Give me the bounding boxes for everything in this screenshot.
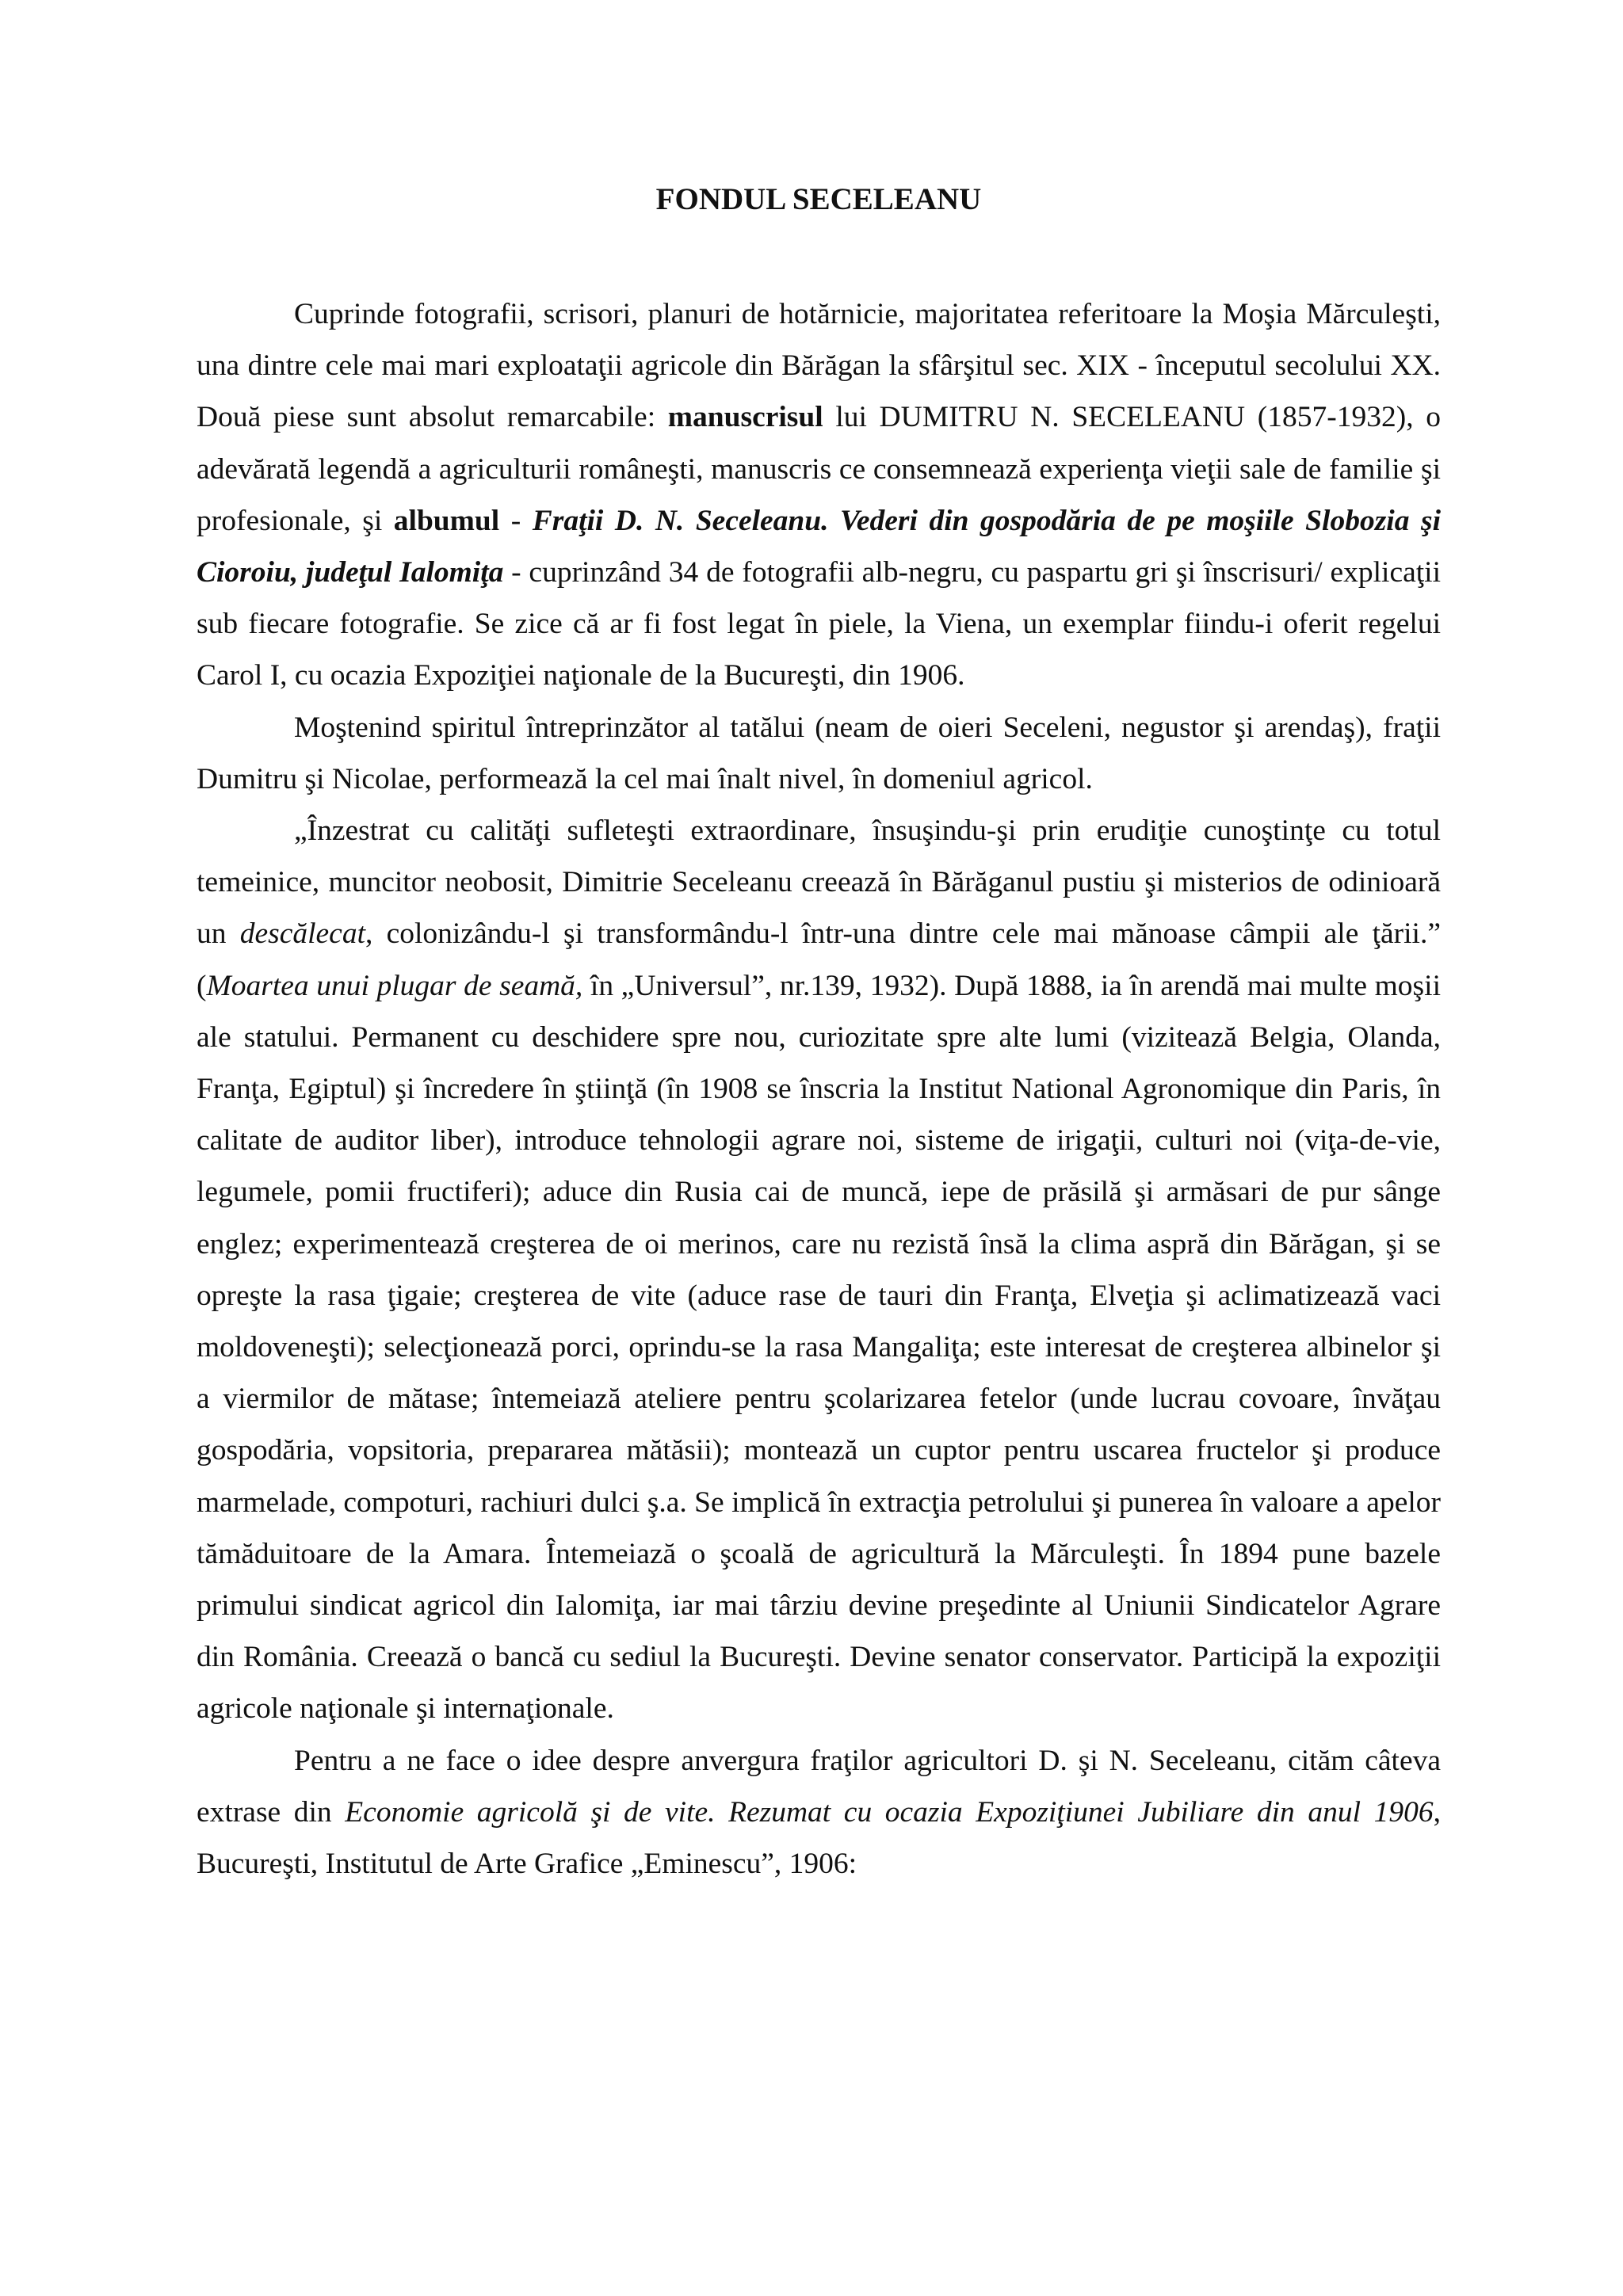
- paragraph-2: Moştenind spiritul întreprinzător al tatălui (neam de oieri Seceleni, negustor şi arendaş), fraţii Dumitru şi Nicolae, performează la cel mai înalt nivel, în domeniul agricol.: [197, 711, 1441, 795]
- document-page: [197, 179, 1441, 1890]
- p3-text-e: în „Universul”, nr.139, 1932). După 1888, ia în arendă mai multe moşii ale statului. Permanent cu deschidere spre nou, curiozitate spre alte lumi (vizitează Belgia, Olanda, Franţa, Egiptul) şi încredere în ştiinţă (în 1908 se înscria la Institut National Agronomique din Paris, în calitate de auditor liber), introduce tehnologii agrare noi, sisteme de irigaţii, culturi noi (viţa-de-vie, legumele, pomii fructiferi); aduce din Rusia cai de muncă, iepe de prăsilă şi armăsari de pur sânge englez; experimentează creşterea de oi merinos, care nu rezistă însă la clima aspră din Bărăgan, şi se opreşte la rasa ţigaie; creşterea de vite (aduce rase de tauri din Franţa, Elveţia şi aclimatizează vaci moldoveneşti); selecţionează porci, oprindu-se la rasa Mangaliţa; este interesat de creşterea albinelor şi a viermilor de mătase; întemeiază ateliere pentru şcolarizarea fetelor (unde lucrau covoare, învăţau gospodăria, vopsitoria, prepararea mătăsii); montează un cuptor pentru uscarea fructelor şi produce marmelade, compoturi, rachiuri dulci ş.a. Se implică în extracţia petrolului şi punerea în valoare a apelor tămăduitoare de la Amara. Întemeiază o şcoală de agricultură la Mărculeşti. În 1894 pune bazele primului sindicat agricol din Ialomiţa, iar mai târziu devine preşedinte al Uniunii Sindicatelor Agrare din România. Creează o bancă cu sediul la Bucureşti. Devine senator conservator. Participă la expoziţii agricole naţionale şi internaţionale.: [197, 969, 1441, 1726]
- paragraph-3: [197, 805, 1441, 1735]
- paragraph-4: [197, 1735, 1441, 1890]
- p1-album-title: Fraţii D. N. Seceleanu. Vederi din gospodăria de pe moşiile Slobozia şi Cioroiu, judeţul Ialomiţa: [197, 504, 1441, 589]
- document-title: FONDUL SECELEANU: [655, 182, 982, 216]
- p3-text-c: , colonizându-l şi transformându-l într-una dintre cele mai mănoase câmpii ale ţării.” (: [197, 917, 1441, 1002]
- p1-bold-albumul: albumul: [393, 504, 500, 537]
- p1-text-c: lui DUMITRU N. SECELEANU (1857-1932), o adevărată legendă a agriculturii româneşti, manuscris ce consemnează experienţa vieţii sale de familie şi profesionale, şi: [197, 401, 1441, 537]
- p1-text-g: - cuprinzând 34 de fotografii alb-negru, cu paspartu gri şi înscrisuri/ explicaţii sub fiecare fotografie. Se zice că ar fi fost legat în piele, la Viena, un exemplar fiindu-i oferit regelui Carol I, cu ocazia Expoziţiei naţionale de la Bucureşti, din 1906.: [197, 556, 1441, 692]
- p3-italic-descalecat: descălecat: [239, 917, 365, 951]
- paragraph-1: [197, 288, 1441, 702]
- p4-text-a: Pentru a ne face o idee despre anvergura fraţilor agricultori D. şi N. Seceleanu, cităm câteva extrase din: [197, 1744, 1441, 1829]
- p1-text-a: Cuprinde fotografii, scrisori, planuri de hotărnicie, majoritatea referitoare la Moşia Mărculeşti, una dintre cele mai mari exploataţii agricole din Bărăgan la sfârşitul sec. XIX - începutul secolului XX. Două piese sunt absolut remarcabile:: [197, 298, 1441, 434]
- p4-italic-book-title: Economie agricolă şi de vite. Rezumat cu ocazia Expoziţiunei Jubiliare din anul 1906: [345, 1795, 1434, 1829]
- p3-italic-citation: Moartea unui plugar de seamă,: [206, 969, 583, 1002]
- p4-text-c: , Bucureşti, Institutul de Arte Grafice „Eminescu”, 1906:: [197, 1795, 1441, 1881]
- p3-text-a: „Înzestrat cu calităţi sufleteşti extraordinare, însuşindu-şi prin erudiţie cunoştinţe cu totul temeinice, muncitor neobosit, Dimitrie Seceleanu creează în Bărăganul pustiu şi misterios de odinioară un: [197, 814, 1441, 951]
- p1-text-e: -: [499, 504, 533, 537]
- p1-bold-manuscrisul: manuscrisul: [667, 401, 823, 434]
